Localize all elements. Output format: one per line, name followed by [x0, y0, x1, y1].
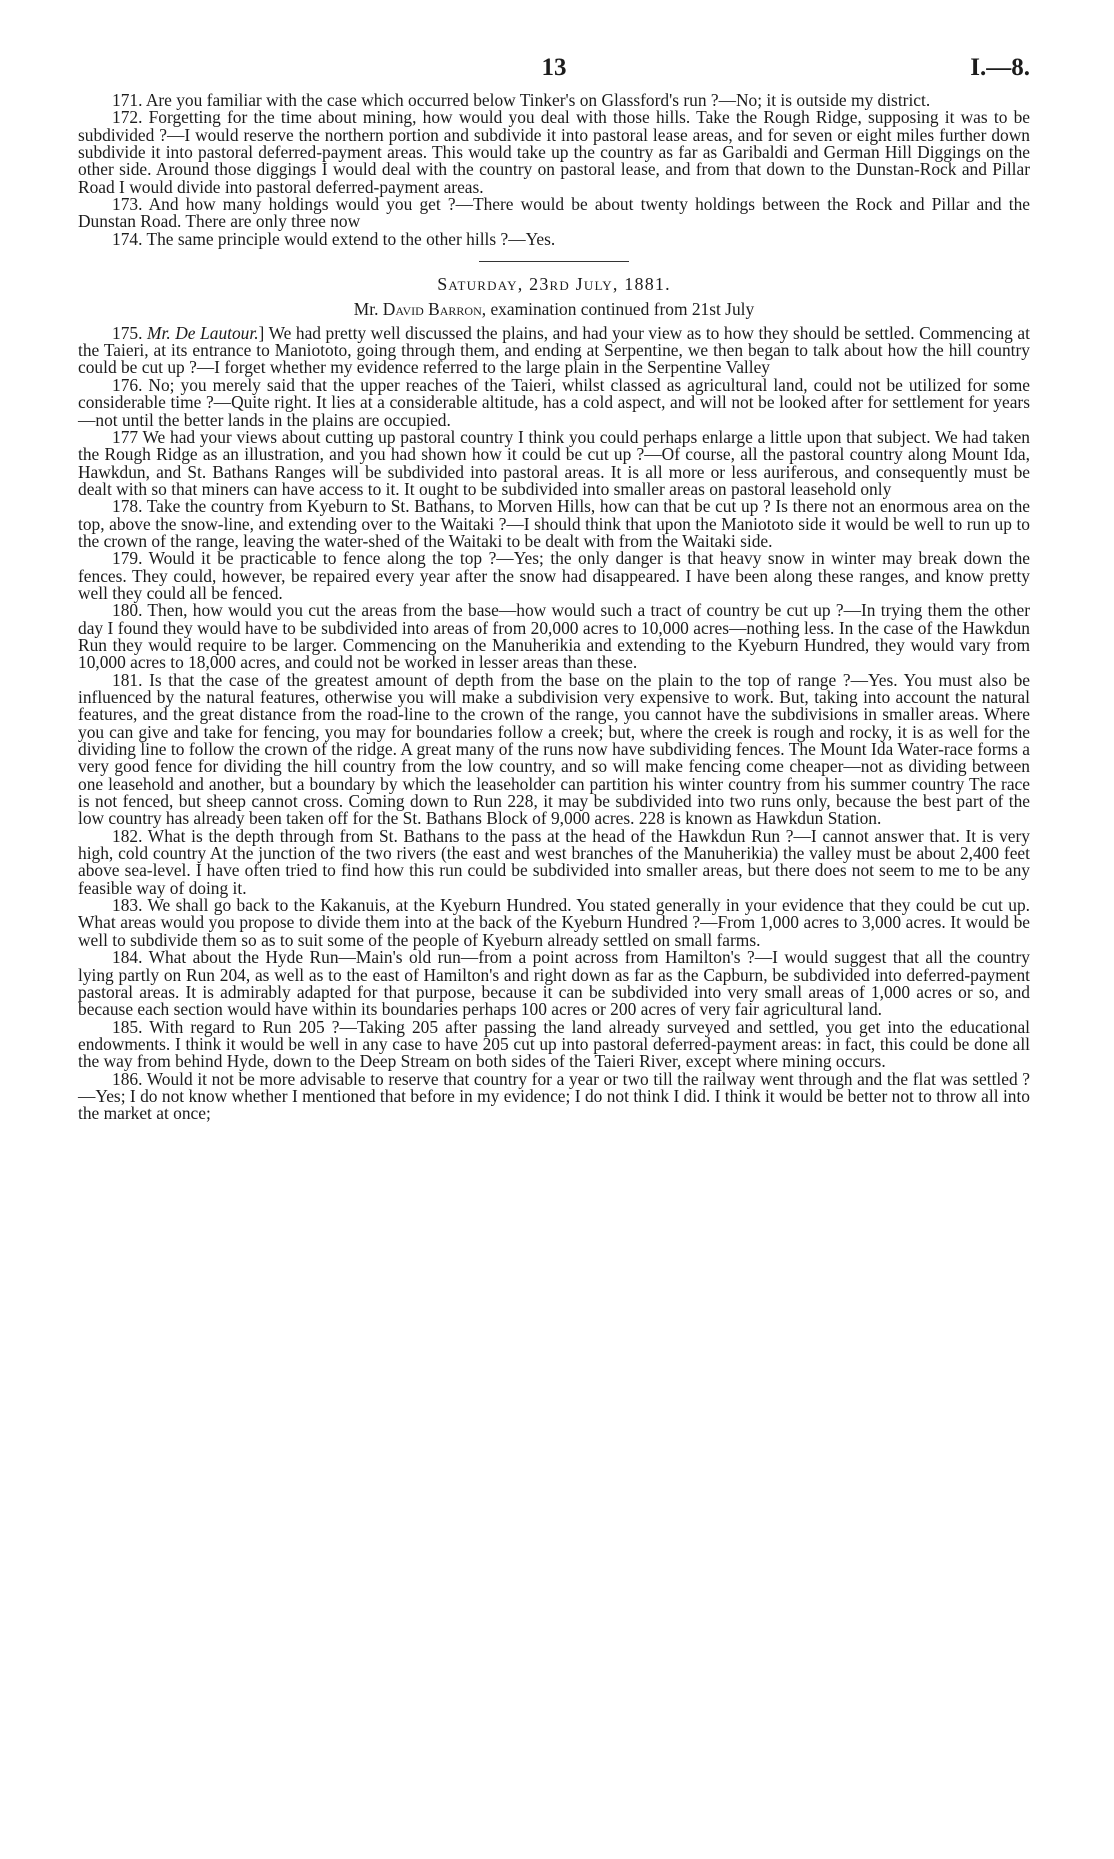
section-divider [479, 261, 629, 262]
witness-name: David Barron [382, 299, 482, 320]
body-text [78, 92, 1030, 1123]
question-185 [78, 1016, 1030, 1072]
question-number: 177 [112, 426, 139, 447]
question-182 [78, 825, 1030, 898]
question-number: 182. [112, 825, 143, 846]
question-175: 175. Mr. De Lautour.] We had pretty well discussed the plains, and had your view as to how they should be settled. Commencing at the Taieri, at its entrance to Maniototo, going through them, and ending at Serpentine, we then began to talk about how the hill country could be cut up ?—I forget whether my evidence referred to the large plain in the Serpentine Valley [78, 322, 1030, 378]
page-header [78, 0, 1030, 92]
question-183 [78, 897, 1030, 949]
question-number: 178. [112, 496, 143, 517]
question-number: 185. [112, 1016, 143, 1037]
question-number: 180. [112, 600, 143, 621]
question-number: 186. [112, 1068, 143, 1089]
question-number: 183. [112, 895, 143, 916]
question-number: 175. [112, 322, 143, 343]
question-text: Would it not be more advisable to reserve that country for a year or two till the railway went through and the flat was settled ?—Yes; I do not know whether I mentioned that before in my evidence; I do not think I did. I think it would be better not to throw all into the market at once; [78, 1068, 1030, 1124]
witness-prefix: Mr. [353, 299, 383, 320]
question-181 [78, 669, 1030, 829]
question-text: No; you merely said that the upper reaches of the Taieri, whilst classed as agricultural land, could not be utilized for some considerable time ?—Quite right. It lies at a considerable altitude, has a cold aspect, and will not be looked after for settlement for years—not until the better lands in the plains are occupied. [78, 374, 1030, 430]
session-date: Saturday, 23rd July, 1881. [437, 274, 671, 295]
document-reference: I.—8. [970, 54, 1030, 81]
document-page [78, 0, 1030, 1123]
question-text: What is the depth through from St. Bathans to the pass at the head of the Hawkdun Run ?—I cannot answer that. It is very high, cold country At the junction of the two rivers (the east and west branches of the Manuherikia) the valley must be about 2,400 feet above sea-level. I have often tried to find how this run could be subdivided into smaller areas, but there does not seem to me to be any feasible way of doing it. [78, 825, 1030, 898]
question-174 [78, 228, 1030, 249]
witness-suffix: , examination continued from 21st July [481, 299, 755, 320]
question-180 [78, 602, 1030, 671]
question-172 [78, 109, 1030, 196]
question-number: 184. [112, 947, 143, 968]
question-number: 176. [112, 374, 143, 395]
witness-heading [78, 301, 1030, 318]
question-text: Are you familiar with the case which occurred below Tinker's on Glassford's run ?—No; it is outside my district. [142, 90, 931, 110]
question-number: 179. [112, 548, 143, 569]
question-173 [78, 196, 1030, 231]
question-186 [78, 1068, 1030, 1124]
question-177 [78, 426, 1030, 499]
question-text: What about the Hyde Run—Main's old run—from a point across from Hamilton's ?—I would suggest that all the country lying partly on Run 204, as well as to the east of Hamilton's and right down as far as the Capburn, be subdivided into deferred-payment pastoral areas. It is admirably adapted for that purpose, because it can be subdivided into very small areas of 1,000 acres or so, and because each section would have within its boundaries perhaps 100 acres or 200 acres of very fair agricultural land. [78, 947, 1030, 1020]
question-176 [78, 374, 1030, 430]
question-text: Take the country from Kyeburn to St. Bathans, to Morven Hills, how can that be cut up ? Is there not an enormous area on the top, above the snow-line, and extending over to the Waitaki ?—I should think that upon the Maniototo side it would be well to run up to the crown of the range, leaving the water-shed of the Waitaki to be dealt with from the Waitaki side. [78, 496, 1030, 551]
question-text: We had your views about cutting up pastoral country I think you could perhaps enlarge a little upon that subject. We had taken the Rough Ridge as an illustration, and you had shown how it could be cut up ?—Of course, all the pastoral country along Mount Ida, Hawkdun, and St. Bathans Ranges will be subdivided into pastoral areas. It is all more or less auriferous, and consequently must be dealt with so that miners can have access to it. It ought to be subdivided into smaller areas on pastoral leasehold only [78, 426, 1030, 499]
question-text: We shall go back to the Kakanuis, at the Kyeburn Hundred. You stated generally in your evidence that they could be cut up. What areas would you propose to divide them into at the back of the Kyeburn Hundred ?—From 1,000 acres to 3,000 acres. It would be well to subdivide them so as to suit some of the people of Kyeburn already settled on small farms. [78, 895, 1030, 950]
question-text: With regard to Run 205 ?—Taking 205 after passing the land already surveyed and settled, you get into the educational endowments. I think it would be well in any case to have 205 cut up into pastoral deferred-payment areas: in fact, this could be done all the way from behind Hyde, down to the Deep Stream on both sides of the Taieri River, except where mining occurs. [78, 1016, 1030, 1072]
question-number: 171. [112, 90, 143, 110]
question-number: 181. [112, 669, 143, 690]
question-text: Forgetting for the time about mining, how would you deal with those hills. Take the Rough Ridge, supposing it was to be subdivided ?—I would reserve the northern portion and subdivide it into pastoral lease areas, and for seven or eight miles further down subdivide it into pastoral deferred-payment areas. This would take up the country as far as Garibaldi and German Hill Diggings on the other side. Around those diggings I would deal with the country on pastoral lease, and from that down to the Dunstan-Rock and Pillar Road I would divide into pastoral deferred-payment areas. [78, 107, 1030, 197]
question-number: 173. [112, 194, 143, 215]
question-text: And how many holdings would you get ?—There would be about twenty holdings between the Rock and Pillar and the Dunstan Road. There are only three now [78, 194, 1030, 232]
question-179 [78, 550, 1030, 602]
page-number: 13 [541, 54, 567, 81]
question-number: 174. [112, 228, 143, 249]
speaker-name: Mr. De Lautour. [147, 322, 259, 343]
question-number: 172. [112, 107, 143, 128]
question-184 [78, 949, 1030, 1018]
question-text: We had pretty well discussed the plains, and had your view as to how they should be settled. Commencing at the Taieri, at its entrance to Maniototo, going through them, and ending at Serpentine, we then began to talk about how the hill country could be cut up ?—I forget whether my evidence referred to the large plain in the Serpentine Valley [78, 322, 1030, 378]
question-text: Would it be practicable to fence along the top ?—Yes; the only danger is that heavy snow in winter may break down the fences. They could, however, be repaired every year after the snow had disappeared. I have been along these ranges, and know pretty well they could all be fenced. [78, 548, 1030, 603]
question-text: Then, how would you cut the areas from the base—how would such a tract of country be cut up ?—In trying them the other day I found they would have to be subdivided into areas of from 20,000 acres to 10,000 acres—nothing less. In the case of the Hawkdun Run they would require to be larger. Commencing on the Manuherikia and extending to the Kyeburn Hundred, they would vary from 10,000 acres to 18,000 acres, and could not be worked in lesser areas than these. [78, 600, 1030, 673]
question-178 [78, 498, 1030, 550]
question-text: The same principle would extend to the other hills ?—Yes. [142, 228, 556, 249]
question-text: Is that the case of the greatest amount of depth from the base on the plain to the top of range ?—Yes. You must also be influenced by the natural features, otherwise you will make a subdivision very expensive to work. But, taking into account the natural features, and the great distance from the road-line to the crown of the range, you cannot have the subdivisions in smaller areas. Where you can give and take for fencing, you may for boundaries follow a creek; but, where the creek is rough and rocky, it is as well for the dividing line to follow the crown of the ridge. A great many of the runs now have subdividing fences. The Mount Ida Water-race forms a very good fence for dividing the hill country from the low country, and so will make fencing come cheaper—not as dividing between one leasehold and another, but a boundary by which the leaseholder can partition his winter country from his summer country The race is not fenced, but sheep cannot cross. Coming down to Run 228, it may be subdivided into two runs only, because the best part of the low country has already been taken off for the St. Bathans Block of 9,000 acres. 228 is known as Hawkdun Station. [78, 669, 1030, 829]
